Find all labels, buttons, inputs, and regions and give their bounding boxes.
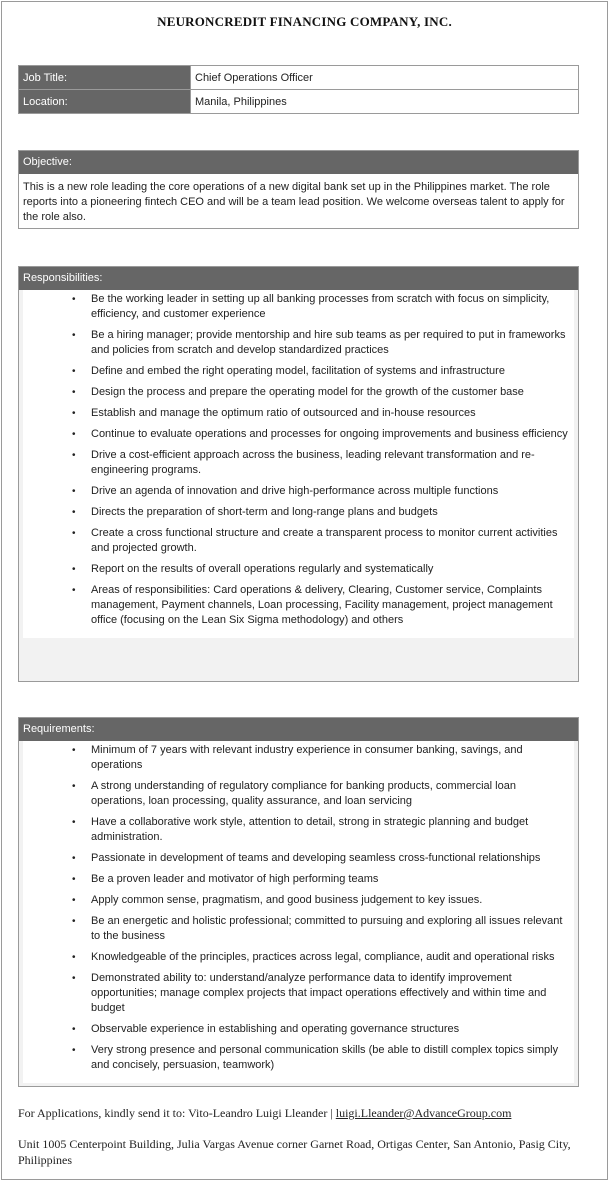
responsibilities-item: • Design the process and prepare the operating model for the growth of the customer base <box>23 385 574 400</box>
requirements-item: • Knowledgeable of the principles, practices across legal, compliance, audit and operational risks <box>23 950 574 965</box>
responsibilities-list-box <box>23 290 574 638</box>
responsibilities-item: • Directs the preparation of short-term and long-range plans and budgets <box>23 505 574 520</box>
responsibilities-item: • Drive an agenda of innovation and drive high-performance across multiple functions <box>23 484 574 499</box>
requirements-item: • Minimum of 7 years with relevant industry experience in consumer banking, savings, and operations <box>23 743 574 773</box>
objective-text: This is a new role leading the core operations of a new digital bank set up in the Philippines market. The role reports into a pioneering fintech CEO and will be a team lead position. We welcome overseas talent to apply for the role also. <box>19 174 578 228</box>
requirements-item: • Have a collaborative work style, attention to detail, strong in strategic planning and budget administration. <box>23 815 574 845</box>
responsibilities-section <box>18 266 579 682</box>
requirements-item: • Be a proven leader and motivator of high performing teams <box>23 872 574 887</box>
responsibilities-item: • Continue to evaluate operations and processes for ongoing improvements and business efficiency <box>23 427 574 442</box>
responsibilities-item: • Define and embed the right operating model, facilitation of systems and infrastructure <box>23 364 574 379</box>
responsibilities-item: • Areas of responsibilities: Card operations & delivery, Clearing, Customer service, Complaints management, Payment channels, Loan processing, Facility management, project management office (focusing on the Lean Six Sigma methodology) and others <box>23 583 574 628</box>
responsibilities-list <box>23 292 574 628</box>
responsibilities-item: • Create a cross functional structure and create a transparent process to monitor current activities and projected growth. <box>23 526 574 556</box>
location-label: Location: <box>19 90 191 114</box>
job-title-value: Chief Operations Officer <box>191 66 579 90</box>
location-value: Manila, Philippines <box>191 90 579 114</box>
requirements-heading: Requirements: <box>19 718 578 741</box>
requirements-section <box>18 717 579 1087</box>
job-title-row <box>19 66 579 90</box>
application-line <box>18 1105 598 1121</box>
responsibilities-item: • Be a hiring manager; provide mentorship and hire sub teams as per required to put in frameworks and policies from scratch and develop standardized practices <box>23 328 574 358</box>
requirements-item: • Be an energetic and holistic professional; committed to pursuing and exploring all issues relevant to the business <box>23 914 574 944</box>
responsibilities-item: • Establish and manage the optimum ratio of outsourced and in-house resources <box>23 406 574 421</box>
responsibilities-item: • Drive a cost-efficient approach across the business, leading relevant transformation and re-engineering programs. <box>23 448 574 478</box>
application-text: For Applications, kindly send it to: Vito-Leandro Luigi Lleander | <box>18 1106 336 1120</box>
responsibilities-item: • Be the working leader in setting up all banking processes from scratch with focus on simplicity, efficiency, and customer experience <box>23 292 574 322</box>
requirements-item: • Very strong presence and personal communication skills (be able to distill complex topics simply and concisely, persuasion, teamwork) <box>23 1043 574 1073</box>
requirements-item: • Observable experience in establishing and operating governance structures <box>23 1022 574 1037</box>
company-name: NEURONCREDIT FINANCING COMPANY, INC. <box>157 14 452 29</box>
application-email-link[interactable]: luigi.Lleander@AdvanceGroup.com <box>335 1106 512 1120</box>
requirements-item: • A strong understanding of regulatory compliance for banking products, commercial loan operations, loan processing, quality assurance, and loan servicing <box>23 779 574 809</box>
responsibilities-item: • Report on the results of overall operations regularly and systematically <box>23 562 574 577</box>
requirements-list <box>23 743 574 1073</box>
job-title-label: Job Title: <box>19 66 191 90</box>
location-row <box>19 90 579 114</box>
objective-section <box>18 150 579 229</box>
responsibilities-heading: Responsibilities: <box>19 267 578 290</box>
requirements-item: • Demonstrated ability to: understand/analyze performance data to identify improvement opportunities; manage complex projects that impact operations effectively and within time and budget <box>23 971 574 1016</box>
job-info-table <box>18 65 579 114</box>
requirements-list-box <box>23 741 574 1083</box>
requirements-item: • Apply common sense, pragmatism, and good business judgement to key issues. <box>23 893 574 908</box>
company-address: Unit 1005 Centerpoint Building, Julia Vargas Avenue corner Garnet Road, Ortigas Center, San Antonio, Pasig City, Philippines <box>18 1137 571 1167</box>
requirements-item: • Passionate in development of teams and developing seamless cross-functional relationships <box>23 851 574 866</box>
objective-heading: Objective: <box>19 151 578 174</box>
